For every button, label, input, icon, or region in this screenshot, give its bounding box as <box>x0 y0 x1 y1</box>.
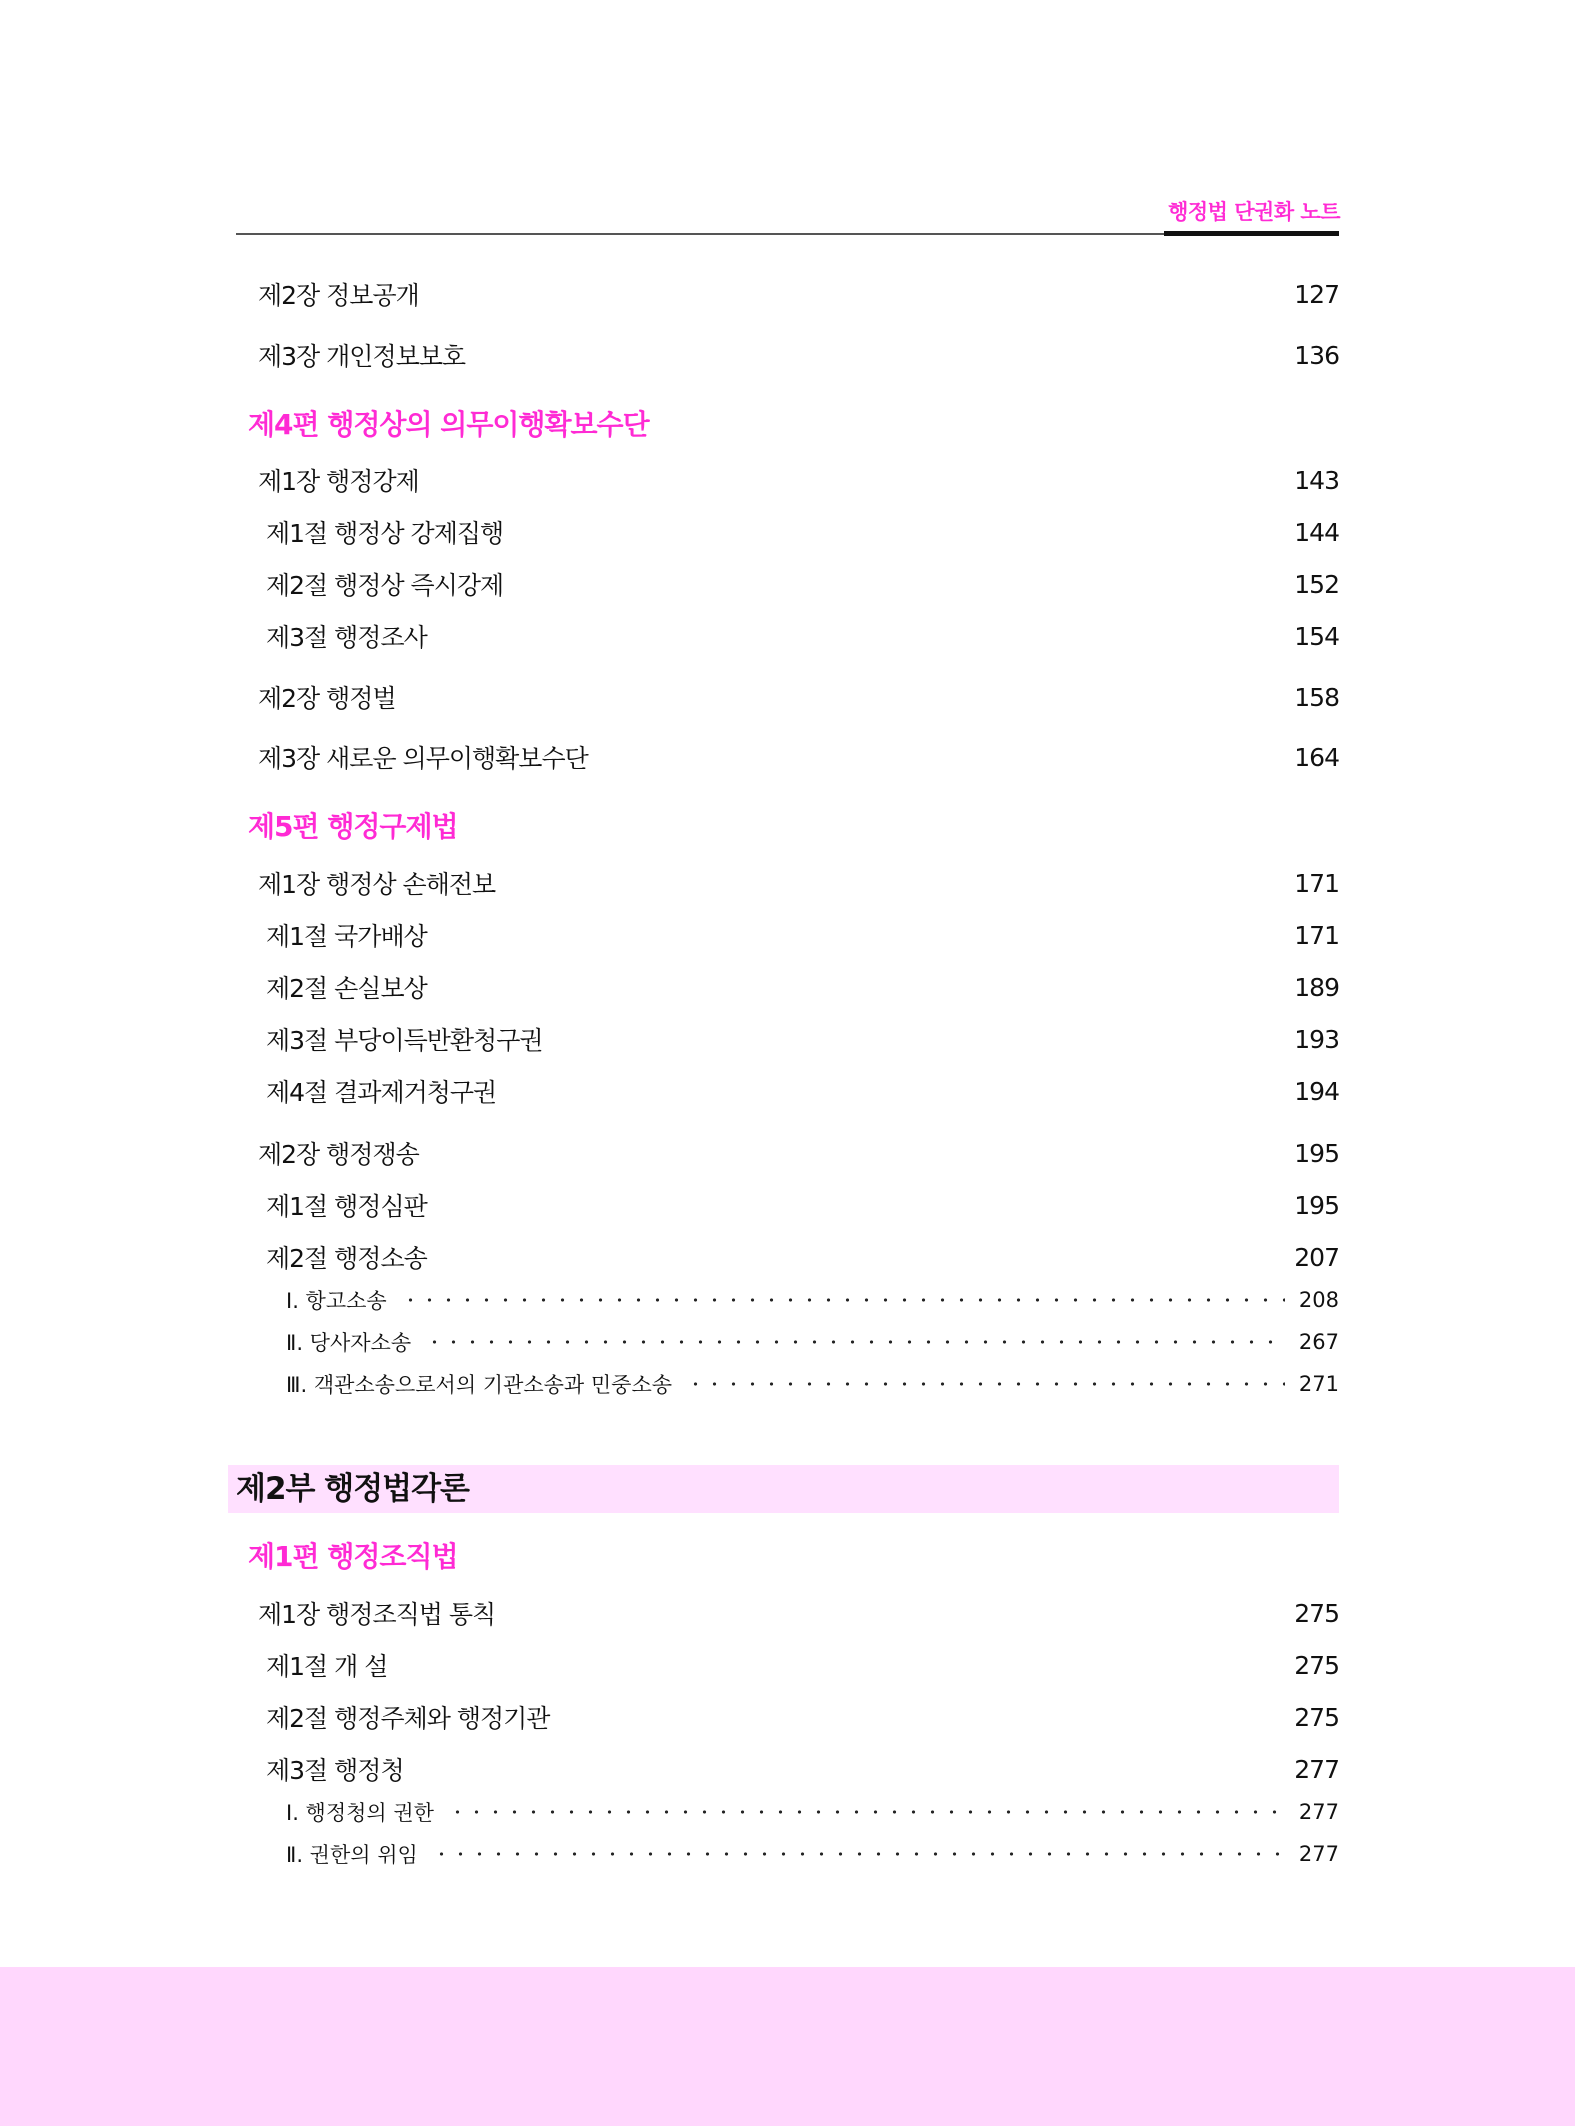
toc-section <box>0 967 1575 1007</box>
toc-entry-title: 제2절 행정주체와 행정기관 <box>266 1704 550 1733</box>
toc-section <box>0 1071 1575 1111</box>
toc-entry-title: 제2절 행정소송 <box>266 1244 427 1273</box>
part-title: 제2부 행정법각론 <box>236 1471 469 1507</box>
toc-section <box>0 1645 1575 1685</box>
toc-item <box>0 1367 1575 1401</box>
toc-page-number: 154 <box>1294 621 1339 651</box>
toc-page-number: 277 <box>1298 1842 1339 1866</box>
dot-leader <box>401 1296 1285 1304</box>
toc-heading <box>0 403 1575 443</box>
toc-chapter <box>0 677 1575 717</box>
toc-page-number: 207 <box>1294 1242 1339 1272</box>
toc-page-number: 275 <box>1294 1702 1339 1732</box>
toc-chapter <box>0 460 1575 500</box>
toc-page-number: 171 <box>1294 868 1339 898</box>
toc-page-number: 275 <box>1294 1598 1339 1628</box>
toc-entry-title: 제3절 부당이득반환청구권 <box>266 1026 543 1055</box>
footer-band <box>0 1967 1575 2126</box>
toc-page-number: 171 <box>1294 920 1339 950</box>
toc-entry-title: 제2절 손실보상 <box>266 974 427 1003</box>
header-underline <box>1164 231 1339 236</box>
toc-entry-title: 제5편 행정구제법 <box>248 810 458 843</box>
toc-entry-title: 제1절 국가배상 <box>266 922 427 951</box>
toc-page-number: 127 <box>1294 279 1339 309</box>
toc-section <box>0 915 1575 955</box>
toc-section <box>0 1697 1575 1737</box>
toc-entry-title: 제2장 정보공개 <box>258 281 419 310</box>
toc-chapter <box>0 274 1575 314</box>
dot-leader <box>425 1338 1285 1346</box>
dot-leader <box>686 1380 1285 1388</box>
toc-page-number: 164 <box>1294 742 1339 772</box>
toc-section <box>0 1185 1575 1225</box>
page-header-title: 행정법 단권화 노트 <box>1168 200 1340 224</box>
toc-page-number: 136 <box>1294 340 1339 370</box>
toc-item <box>0 1325 1575 1359</box>
toc-entry-title: 제4편 행정상의 의무이행확보수단 <box>248 408 649 441</box>
toc-page-number: 143 <box>1294 465 1339 495</box>
toc-chapter <box>0 1133 1575 1173</box>
toc-page-number: 194 <box>1294 1076 1339 1106</box>
toc-section <box>0 512 1575 552</box>
toc-item <box>0 1837 1575 1871</box>
toc-page-number: 189 <box>1294 972 1339 1002</box>
toc-entry-title: 제1편 행정조직법 <box>248 1540 458 1573</box>
toc-entry-title: 제1절 행정상 강제집행 <box>266 519 504 548</box>
toc-page-number: 193 <box>1294 1024 1339 1054</box>
toc-entry-title: 제2장 행정쟁송 <box>258 1140 419 1169</box>
toc-page-number: 277 <box>1294 1754 1339 1784</box>
toc-page-number: 267 <box>1298 1330 1339 1354</box>
toc-chapter <box>0 1593 1575 1633</box>
dot-leader <box>448 1808 1285 1816</box>
toc-page-number: 152 <box>1294 569 1339 599</box>
toc-section <box>0 1237 1575 1277</box>
toc-entry-title: Ⅰ. 항고소송 <box>286 1289 387 1313</box>
toc-heading <box>0 805 1575 845</box>
toc-entry-title: 제2절 행정상 즉시강제 <box>266 571 504 600</box>
toc-entry-title: 제1장 행정조직법 통칙 <box>258 1600 496 1629</box>
toc-chapter <box>0 335 1575 375</box>
toc-entry-title: Ⅱ. 권한의 위임 <box>286 1843 418 1867</box>
toc-page-number: 144 <box>1294 517 1339 547</box>
toc-item <box>0 1283 1575 1317</box>
toc-section <box>0 616 1575 656</box>
toc-page-number: 195 <box>1294 1190 1339 1220</box>
toc-entry-title: 제4절 결과제거청구권 <box>266 1078 497 1107</box>
toc-page-number: 271 <box>1298 1372 1339 1396</box>
toc-entry-title: 제1장 행정강제 <box>258 467 419 496</box>
toc-section <box>0 564 1575 604</box>
toc-entry-title: Ⅱ. 당사자소송 <box>286 1331 412 1355</box>
toc-entry-title: 제3장 새로운 의무이행확보수단 <box>258 744 588 773</box>
dot-leader <box>432 1850 1285 1858</box>
toc-heading <box>0 1535 1575 1575</box>
toc-entry-title: 제2장 행정벌 <box>258 684 396 713</box>
toc-page-number: 277 <box>1298 1800 1339 1824</box>
toc-entry-title: Ⅲ. 객관소송으로서의 기관소송과 민중소송 <box>286 1373 673 1397</box>
toc-entry-title: 제3장 개인정보보호 <box>258 342 466 371</box>
toc-page-number: 275 <box>1294 1650 1339 1680</box>
toc-entry-title: 제1장 행정상 손해전보 <box>258 870 496 899</box>
toc-entry-title: Ⅰ. 행정청의 권한 <box>286 1801 434 1825</box>
toc-entry-title: 제1절 행정심판 <box>266 1192 427 1221</box>
toc-entry-title: 제1절 개 설 <box>266 1652 388 1681</box>
toc-page-number: 158 <box>1294 682 1339 712</box>
toc-page-number: 208 <box>1298 1288 1339 1312</box>
toc-entry-title: 제3절 행정조사 <box>266 623 427 652</box>
toc-chapter <box>0 737 1575 777</box>
toc-page-number: 195 <box>1294 1138 1339 1168</box>
toc-item <box>0 1795 1575 1829</box>
toc-section <box>0 1019 1575 1059</box>
toc-entry-title: 제3절 행정청 <box>266 1756 404 1785</box>
toc-chapter <box>0 863 1575 903</box>
toc-section <box>0 1749 1575 1789</box>
